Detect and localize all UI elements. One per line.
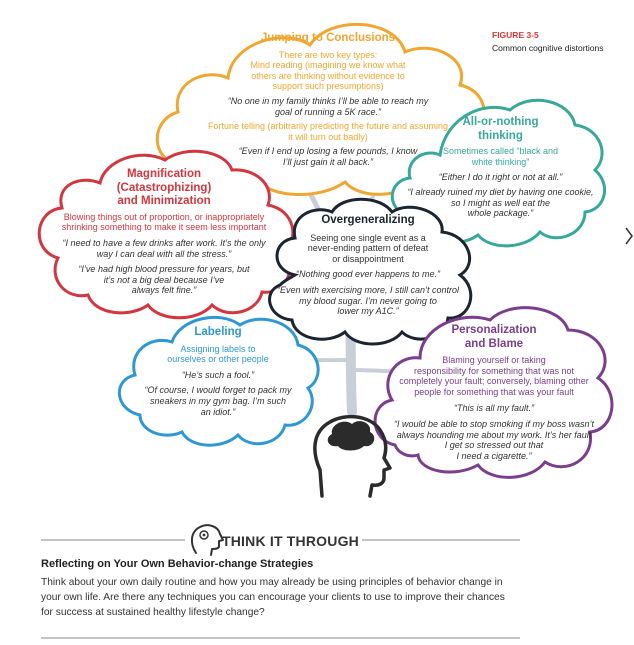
personalization-title: Personalization and Blame [451, 324, 537, 350]
jumping-quote-2: “Even if I end up losing a few pounds, I know I’ll just gain it all back.” [238, 146, 418, 168]
labeling-definition: Assigning labels to ourselves or other people [167, 343, 269, 365]
overgeneralizing-title: Overgeneralizing [321, 214, 415, 226]
magnification-quote-2: “I’ve had high blood pressure for years, but it’s not a big deal because I’ve always felt fine.” [78, 264, 250, 296]
magnification-title: Magnification (Catastrophizing) and Minimization [116, 168, 212, 208]
magnification-quote-1: “I need to have a few drinks after work. It’s the only way I can deal with all the stress.” [62, 237, 266, 259]
labeling-title: Labeling [194, 326, 242, 338]
chevron-right-icon [624, 226, 634, 246]
overgeneralizing-definition: Seeing one single event as a never-ending pattern of defeat or disappointment [307, 232, 429, 264]
think-it-through-body: Think about your own daily routine and how you may already be using principles of behavior change in your own life. Are there any techniques you can encourage your clients to use to improve their chances for success at sustained healthy lifestyle change? [41, 577, 505, 618]
jumping-definition-2: Fortune telling (arbitrarily predicting the future and assuming it will turn out badly) [207, 121, 449, 142]
thinking-head-icon [192, 525, 223, 555]
all-or-nothing-text [398, 116, 603, 219]
think-it-through-title: THINK IT THROUGH [222, 533, 359, 549]
personalization-text [376, 324, 612, 462]
figure-caption: Common cognitive distortions [492, 43, 604, 53]
all-or-nothing-quote-2: “I already ruined my diet by having one cookie, so I might as well eat the whole package.” [407, 186, 594, 219]
labeling-quote-2: “Of course, I would forget to pack my sneakers in my gym bag. I’m such an idiot.” [144, 385, 292, 417]
jumping-definition-1: There are two key types: Mind reading (imagining we know what others are thinking without evidence to support such presumptions) [250, 49, 406, 92]
personalization-quote-2: “I would be able to stop smoking if my boss wasn’t always hounding me about my work. It’s her fault I get so stressed out that I need a cigarette.” [393, 419, 595, 461]
labeling-text [128, 326, 308, 417]
personalization-definition: Blaming yourself or taking responsibility for something that was not completely your fault; conversely, blaming other people for something that was your fault [399, 355, 589, 397]
all-or-nothing-quote-1: “Either I do it right or not at all.” [438, 172, 563, 183]
personalization-quote-1: “This is all my fault.” [453, 402, 534, 413]
figure-label: FIGURE 3-5 [492, 30, 539, 40]
all-or-nothing-title: All-or-nothing thinking [462, 116, 539, 142]
magnification-text [48, 168, 280, 296]
labeling-quote-1: “He’s such a fool.” [181, 369, 255, 380]
overgeneralizing-quote-1: “Nothing good ever happens to me.” [295, 269, 441, 280]
magnification-definition: Blowing things out of proportion, or inappropriately shrinking something to make it seem less important [61, 211, 267, 233]
overgeneralizing-quote-2: “Even with exercising more, I still can’t control my blood sugar. I’m never going to lower my A1C.” [276, 285, 460, 317]
think-it-through-subheading: Reflecting on Your Own Behavior-change Strategies [41, 558, 314, 570]
all-or-nothing-definition: Sometimes called “black and white thinking” [442, 146, 559, 167]
jumping-quote-1: “No one in my family thinks I’ll be able to reach my goal of running a 5K race.” [227, 96, 429, 117]
overgeneralizing-text [268, 214, 468, 317]
jumping-title: Jumping to Conclusions [260, 32, 396, 44]
